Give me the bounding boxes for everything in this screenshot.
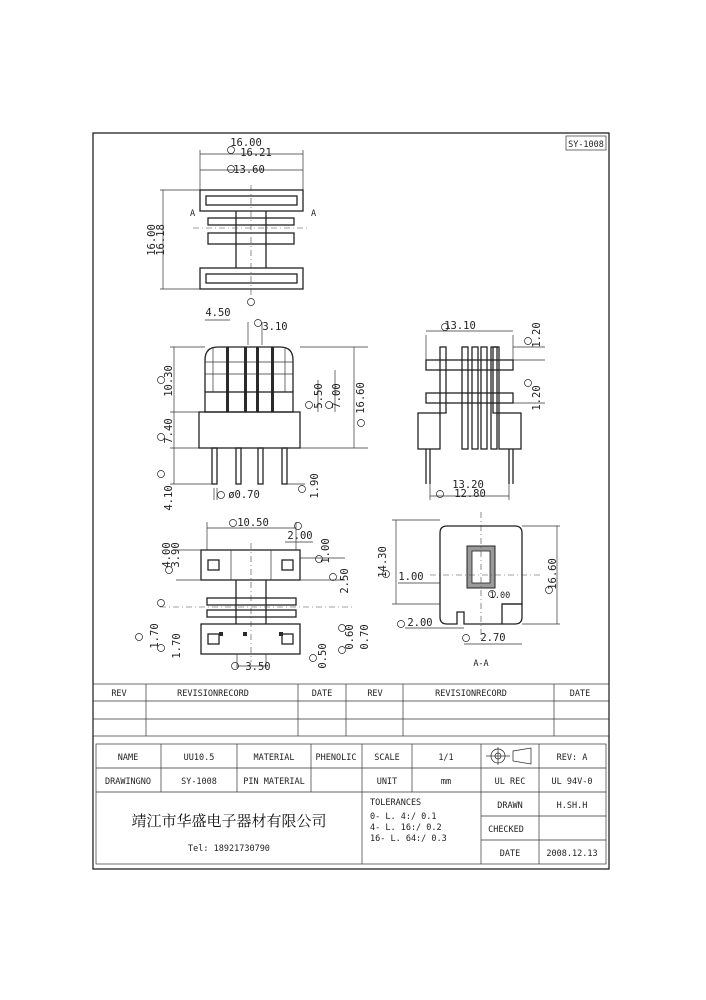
dim-front-d6: 5.50 [313, 383, 325, 409]
drawn-value: H.SH.H [556, 801, 588, 811]
drawing-no-value: SY-1008 [181, 777, 217, 787]
tolerance-line-1: 0- L. 4:/ 0.1 [370, 812, 437, 822]
company-name: 靖江市华盛电子器材有限公司 [131, 812, 327, 830]
unit-label: UNIT [376, 777, 398, 787]
dim-top-height-alt: 16.18 [155, 224, 167, 256]
dim-side-bottom1: 13.20 [452, 479, 484, 491]
dim-bottom-b3: 1.00 [320, 538, 332, 564]
bottom-view [136, 517, 372, 673]
revision-table [93, 684, 609, 736]
tolerance-line-3: 16- L. 64:/ 0.3 [370, 834, 447, 844]
rev-header-record: REVISIONRECORD [177, 689, 249, 699]
material-label: MATERIAL [253, 753, 295, 763]
section-view-aa [377, 512, 560, 669]
dim-side-s2: 1.20 [531, 385, 543, 411]
date-value: 2008.12.13 [546, 849, 598, 859]
dim-side-s1: 1.20 [531, 322, 543, 348]
tolerances-label: TOLERANCES [370, 798, 422, 808]
ul-rec-label: UL REC [494, 777, 526, 787]
tolerance-line-2: 4- L. 16:/ 0.2 [370, 823, 442, 833]
dim-bottom-b6: 2.50 [339, 568, 351, 594]
front-view [158, 307, 369, 511]
dim-bottom-b9: 3.50 [245, 661, 271, 673]
dim-bottom-b7: 1.70 [149, 623, 161, 649]
scale-label: SCALE [374, 753, 400, 763]
side-view [418, 320, 545, 500]
rev-header-record-2: REVISIONRECORD [435, 689, 507, 699]
title-tag: SY-1008 [568, 140, 604, 150]
dim-bottom-b8: 1.70 [171, 633, 183, 659]
rev-header-rev: REV [111, 689, 127, 699]
dim-front-d7: 7.00 [331, 383, 343, 409]
dim-top-width-alt: 16.21 [240, 147, 272, 159]
dim-section-s3: 1.00 [398, 571, 424, 583]
dim-top-height: 16.00 [146, 224, 158, 256]
dim-front-d4: 7.40 [163, 418, 175, 444]
date-label: DATE [499, 849, 521, 859]
projection-symbol [486, 747, 531, 765]
unit-value: mm [440, 777, 452, 787]
title-block [96, 744, 606, 864]
dim-bottom-b1: 10.50 [237, 517, 269, 529]
section-marker-right: A [311, 209, 317, 219]
ul-rec-value: UL 94V-0 [551, 777, 593, 787]
dim-front-pin: ø0.70 [228, 489, 260, 501]
section-marker-left: A [190, 209, 196, 219]
dim-bottom-b12: 0.70 [359, 624, 371, 650]
company-tel: Tel: 18921730790 [188, 844, 270, 854]
dim-side-top: 13.10 [444, 320, 476, 332]
rev-header-date-2: DATE [569, 689, 591, 699]
dim-bottom-b2: 2.00 [287, 530, 313, 542]
dim-front-d2: 3.10 [262, 321, 288, 333]
dim-top-inner: 13.60 [233, 164, 265, 176]
top-view [146, 137, 316, 306]
pin-material-label: PIN MATERIAL [243, 777, 305, 787]
dim-front-d5: 4.10 [163, 485, 175, 511]
dim-front-d3: 10.30 [163, 365, 175, 397]
dim-section-s5: 2.70 [480, 632, 506, 644]
drawing-no-label: DRAWINGNO [104, 777, 152, 787]
rev-value: REV: A [556, 753, 588, 763]
inspection-marker [248, 299, 255, 306]
scale-value: 1/1 [438, 753, 454, 763]
dim-bottom-b4: 4.00 [161, 542, 173, 568]
dim-top-width: 16.00 [230, 137, 262, 149]
checked-label: CHECKED [488, 825, 524, 835]
rev-header-rev-2: REV [367, 689, 383, 699]
dim-section-s1: 14.30 [377, 546, 389, 578]
dim-bottom-b11: 0.60 [344, 624, 356, 650]
dim-front-d9: 1.90 [309, 473, 321, 499]
dim-front-d1: 4.50 [205, 307, 231, 319]
dim-side-bottom2: 12.80 [454, 488, 486, 500]
rev-header-date: DATE [311, 689, 333, 699]
dim-front-d8: 16.60 [355, 382, 367, 414]
dim-bottom-b5: 3.90 [170, 542, 182, 568]
name-label: NAME [117, 753, 139, 763]
material-value: PHENOLIC [315, 753, 357, 763]
dim-section-s6: 1.00 [489, 591, 511, 601]
section-caption: A-A [473, 659, 489, 669]
name-value: UU10.5 [183, 753, 215, 763]
dim-bottom-b10: 0.50 [317, 643, 329, 669]
dim-section-s4: 2.00 [407, 617, 433, 629]
drawn-label: DRAWN [497, 801, 523, 811]
dim-section-s2: 16.60 [547, 558, 559, 590]
